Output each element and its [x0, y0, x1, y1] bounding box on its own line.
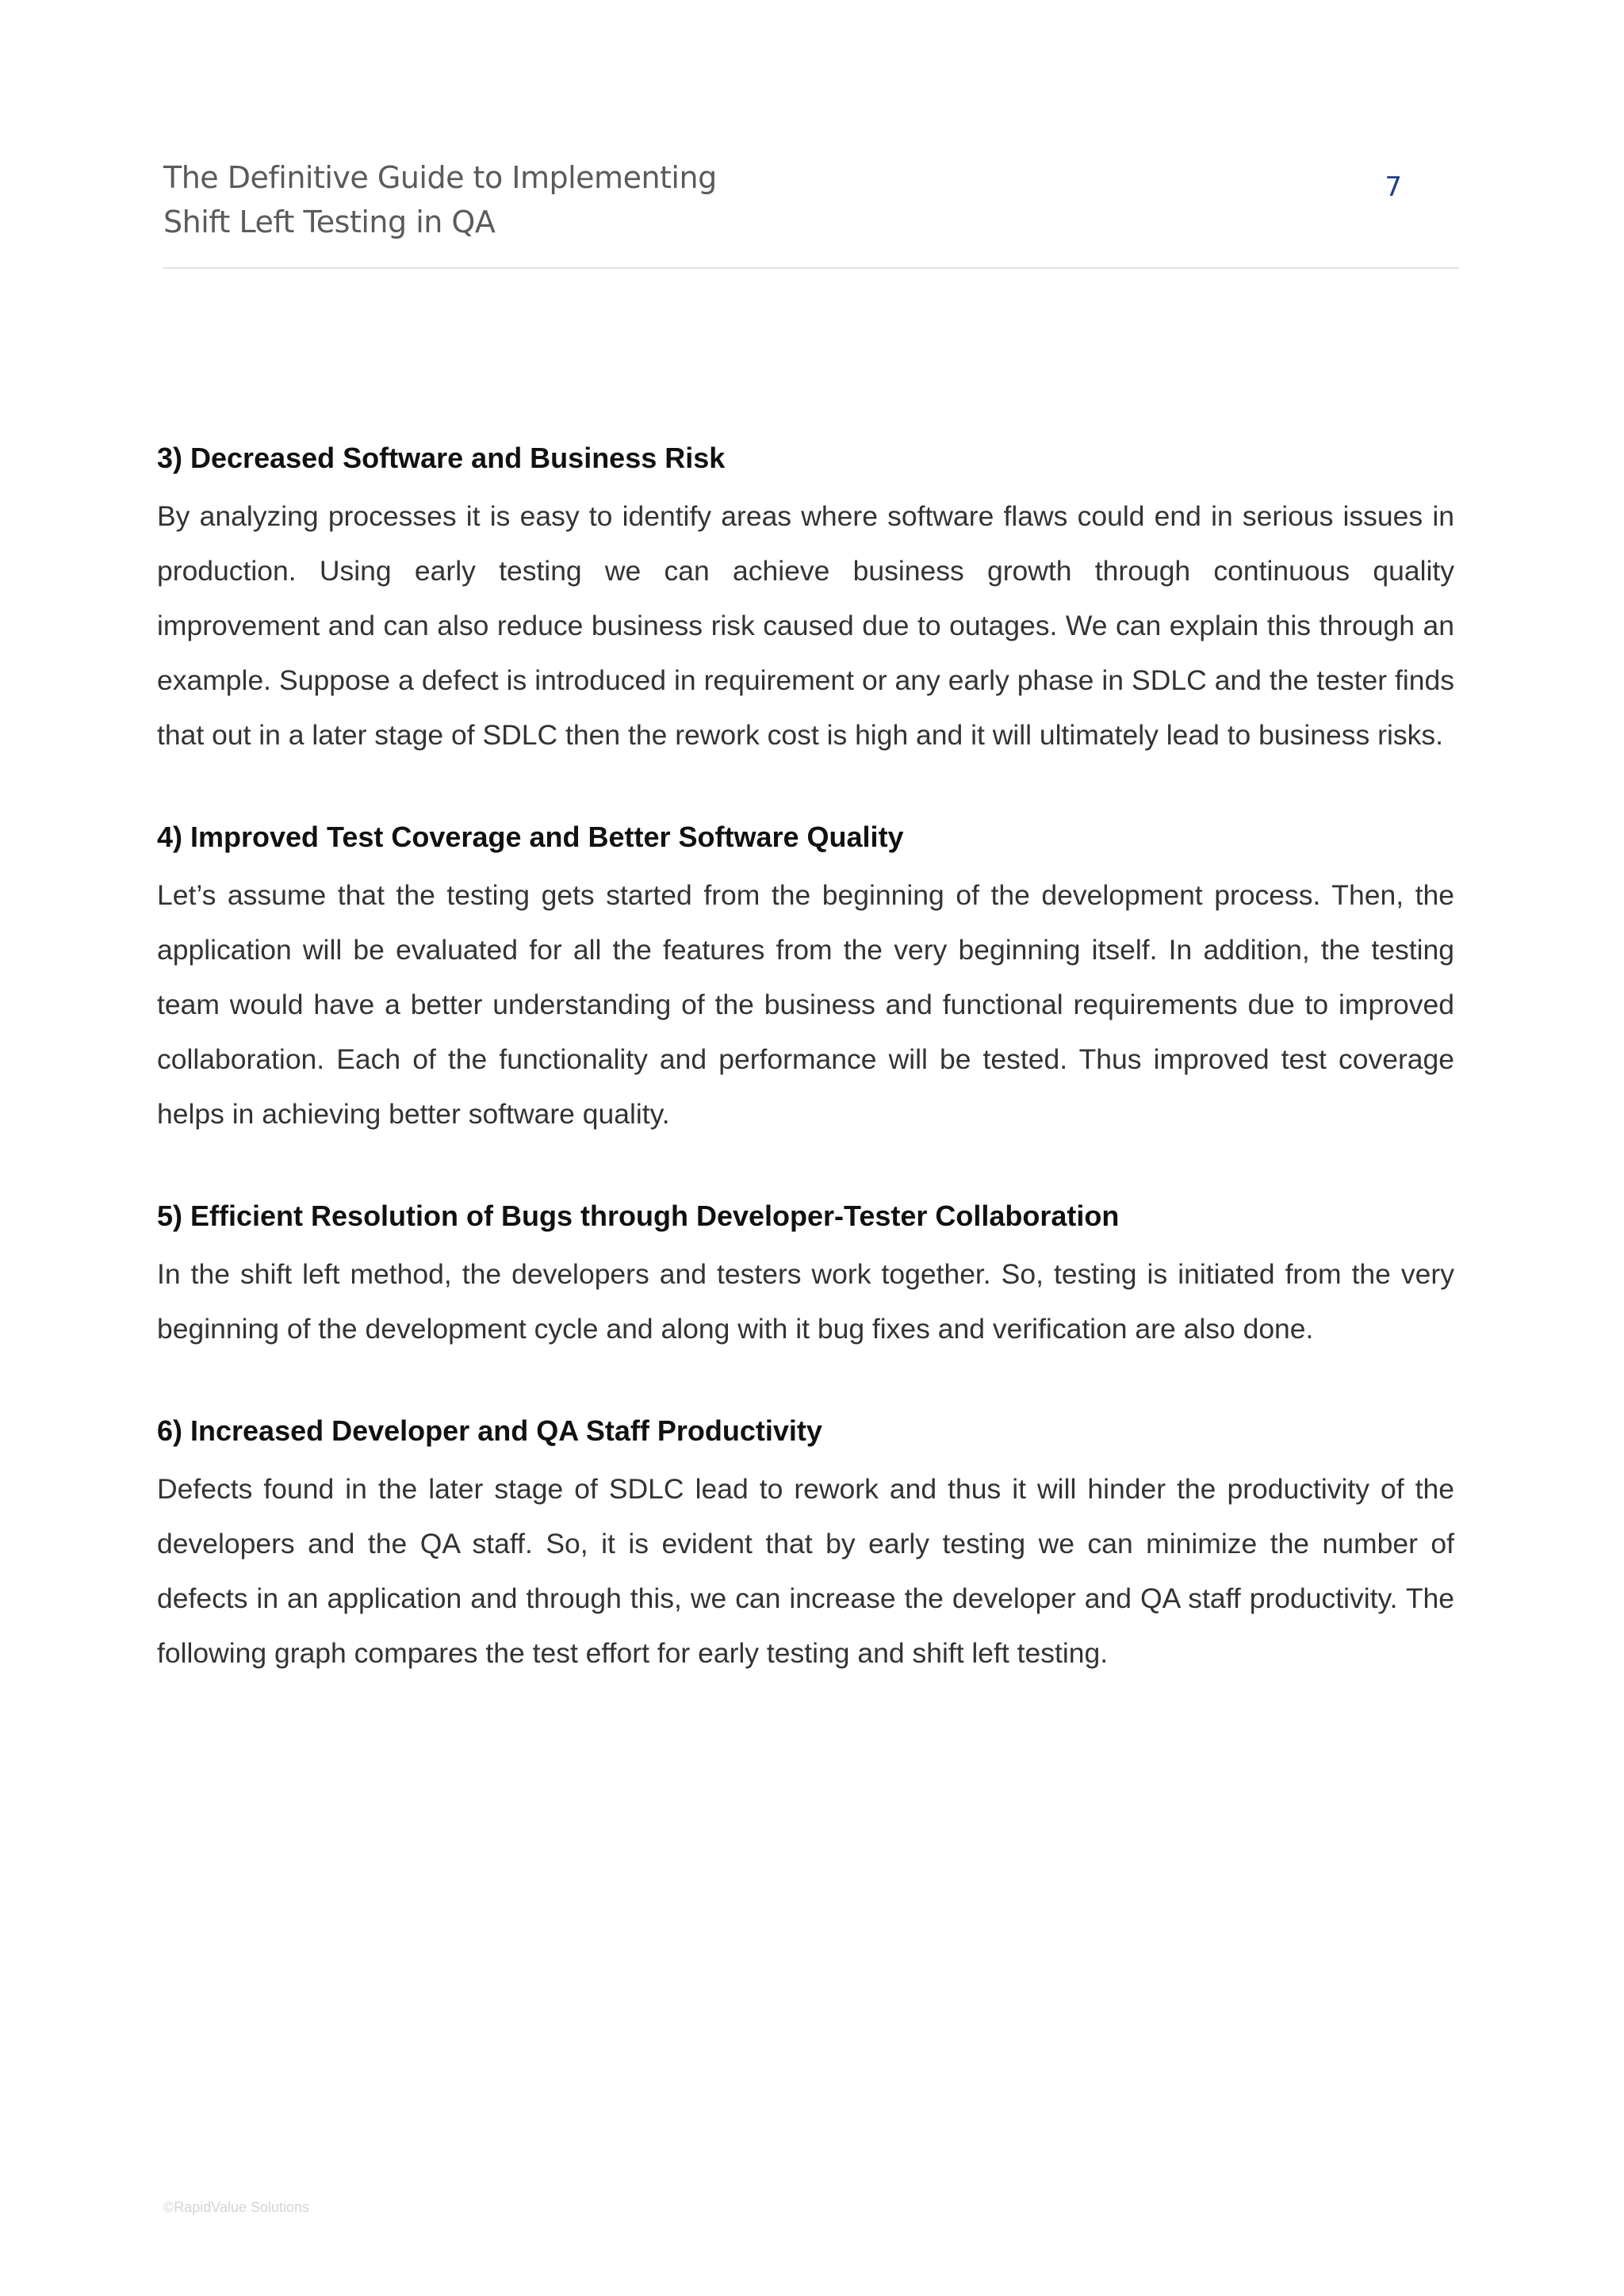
document-title — [163, 155, 717, 244]
section-test-coverage — [157, 813, 1454, 1142]
section-body: By analyzing processes it is easy to identify areas where software flaws could end in serious issues in production. Using early testing we can achieve business growth through continuous quality improvement and can also reduce business risk caused due to outages. We can explain this through an example. Suppose a defect is introduced in requirement or any early phase in SDLC and the tester finds that out in a later stage of SDLC then the rework cost is high and it will ultimately lead to business risks. — [157, 500, 1454, 751]
section-heading: 3) Decreased Software and Business Risk — [157, 442, 726, 474]
footer-copyright: ©RapidValue Solutions — [163, 2199, 310, 2215]
section-bug-resolution — [157, 1192, 1454, 1357]
section-body: Defects found in the later stage of SDLC lead to rework and thus it will hinder the productivity of the developers and the QA staff. So, it is evident that by early testing we can minimize the number of defects in an application and through this, we can increase the developer and QA staff productivity. The following graph compares the test effort for early testing and shift left testing. — [157, 1473, 1454, 1669]
page-number: 7 — [1385, 171, 1402, 203]
header-divider — [163, 267, 1459, 269]
main-content — [157, 434, 1454, 1732]
section-heading: 6) Increased Developer and QA Staff Productivity — [157, 1414, 822, 1447]
document-title-line-1: The Definitive Guide to Implementing — [163, 160, 717, 195]
document-title-line-2: Shift Left Testing in QA — [163, 205, 496, 239]
section-decreased-risk — [157, 434, 1454, 763]
section-heading: 4) Improved Test Coverage and Better Software Quality — [157, 821, 904, 853]
section-heading: 5) Efficient Resolution of Bugs through Developer-Tester Collaboration — [157, 1200, 1120, 1232]
section-productivity — [157, 1407, 1454, 1681]
page-header — [163, 155, 1459, 268]
section-body: In the shift left method, the developers and testers work together. So, testing is initiated from the very beginning of the development cycle and along with it bug fixes and verification are also done. — [157, 1258, 1454, 1345]
section-body: Let’s assume that the testing gets started from the beginning of the development process. Then, the application will be evaluated for all the features from the very beginning itself. In addition, the testing team would have a better understanding of the business and functional requirements due to improved collaboration. Each of the functionality and performance will be tested. Thus improved test coverage helps in achieving better software quality. — [157, 879, 1454, 1130]
